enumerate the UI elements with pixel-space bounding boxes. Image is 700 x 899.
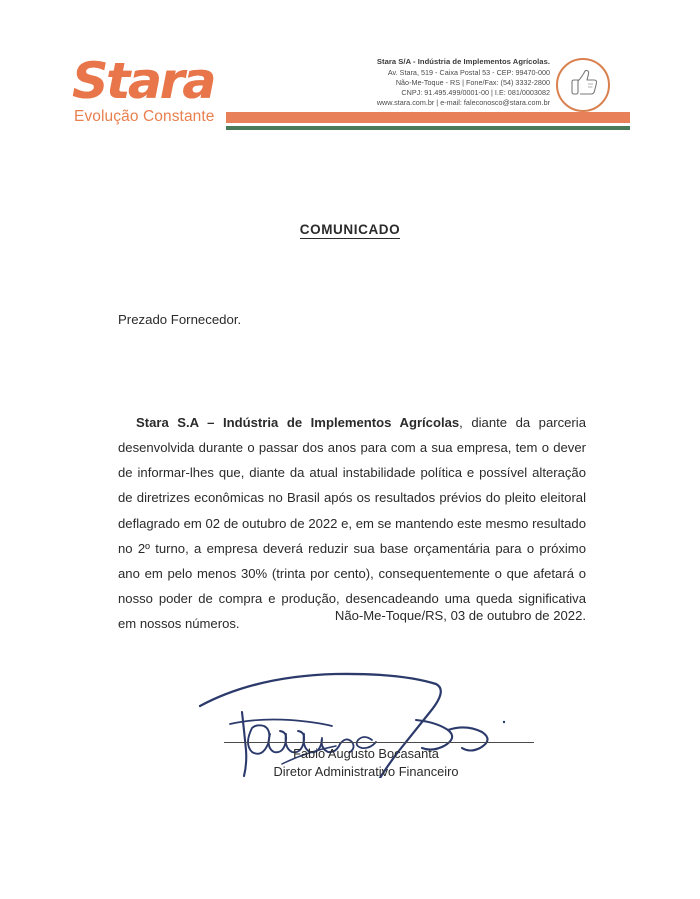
document-title — [0, 222, 700, 237]
signature-rule — [224, 742, 534, 743]
company-contact-block — [300, 57, 550, 109]
thumbs-up-icon — [556, 58, 610, 112]
company-legal-name: Stara S/A - Indústria de Implementos Agrícolas. — [376, 57, 550, 66]
signer-name: Fabio Augusto Bocasanta — [293, 746, 439, 761]
logo-tagline: Evolução Constante — [74, 107, 215, 125]
body-paragraph — [118, 410, 586, 636]
body-text: , diante da parceria desenvolvida durante o passar dos anos para com a sua empresa, tem o dever de informar-lhes que, diante da atual instabilidade política e possível alteração de diretrizes econômicas no Brasil após os resultados prévios do pleito eleitoral deflagrado em 02 de outubro de 2022 e, em se mantendo este mesmo resultado no 2º turno, a empresa deverá reduzir sua base orçamentária para o próximo ano em pelo menos 30% (trinta por cento), consequentemente o que afetará o nosso poder de compra e produção, desencadeando uma queda significativa em nossos números. — [118, 415, 586, 632]
header-accent-bars — [226, 112, 630, 130]
document-title-text: COMUNICADO — [299, 222, 401, 237]
header-bar-green — [226, 126, 630, 130]
header-bar-orange — [226, 112, 630, 123]
letterhead — [0, 0, 700, 150]
company-city-phone: Não-Me-Toque - RS | Fone/Fax: (54) 3332-2800 — [395, 78, 550, 87]
company-address: Av. Stara, 519 - Caixa Postal 53 - CEP: 99470-000 — [387, 67, 550, 77]
salutation: Prezado Fornecedor. — [118, 312, 242, 327]
date-line: Não-Me-Toque/RS, 03 de outubro de 2022. — [334, 608, 586, 623]
logo-wordmark: Stara — [72, 52, 215, 110]
body-lead-company: Stara S.A – Indústria de Implementos Agrícolas — [136, 415, 460, 431]
company-web-email: www.stara.com.br | e-mail: faleconosco@stara.com.br — [376, 98, 550, 108]
signature-block — [186, 668, 546, 798]
company-registration: CNPJ: 91.495.499/0001-00 | I.E: 081/0003082 — [401, 88, 550, 98]
handwritten-signature — [186, 668, 546, 778]
signer-role: Diretor Administrativo Financeiro — [273, 764, 459, 779]
